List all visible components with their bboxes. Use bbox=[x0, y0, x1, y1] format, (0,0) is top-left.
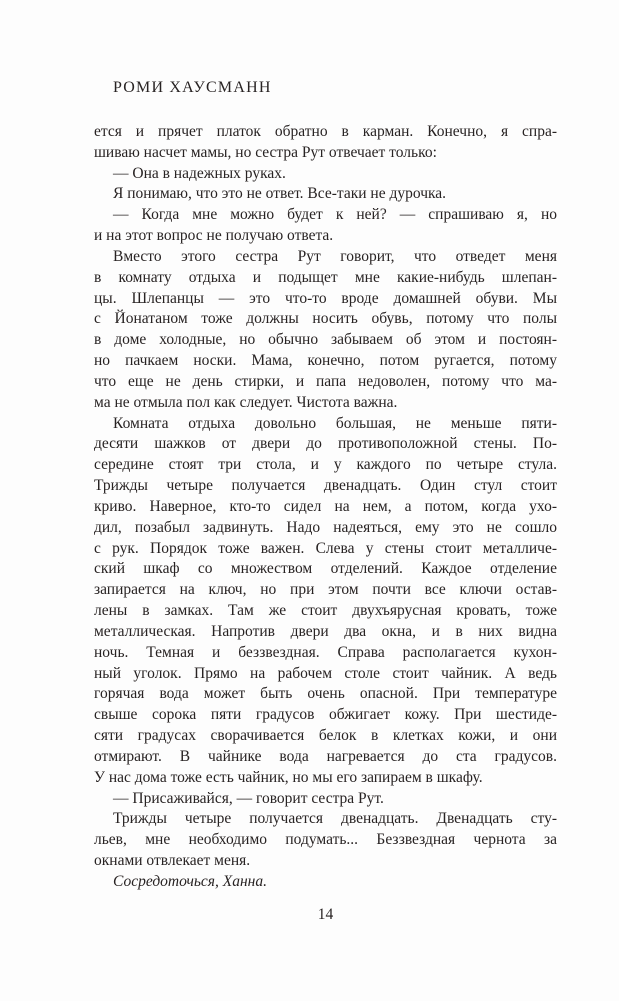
text-line: криво. Наверное, кто-то сидел на нем, а потом, когда ухо- bbox=[94, 497, 557, 515]
page-number: 14 bbox=[317, 906, 334, 923]
text-line: ется и прячет платок обратно в карман. Конечно, я спра- bbox=[94, 123, 557, 140]
text-line: Сосредоточься, Ханна. bbox=[113, 872, 267, 890]
text-line: цы. Шлепанцы — это что-то вроде домашней обуви. Мы bbox=[94, 289, 557, 307]
text-line: — Когда мне можно будет к ней? — спрашиваю я, но bbox=[113, 206, 557, 224]
text-line: Вместо этого сестра Рут говорит, что отведет меня bbox=[113, 247, 557, 265]
text-line: — Она в надежных руках. bbox=[113, 164, 286, 182]
text-line: лены в замках. Там же стоит двухъярусная кровать, тоже bbox=[94, 602, 557, 620]
text-line: отмирают. В чайнике вода нагревается до ста градусов. bbox=[94, 747, 557, 765]
text-line: ма не отмыла пол как следует. Чистота важна. bbox=[94, 393, 398, 411]
text-line: Трижды четыре получается двенадцать. Двенадцать сту- bbox=[113, 810, 557, 828]
text-line: металлическая. Напротив двери два окна, и в них видна bbox=[94, 622, 557, 640]
text-line: свыше сорока пяти градусов обжигает кожу. При шестиде- bbox=[94, 706, 557, 724]
text-line: льев, мне необходимо подумать... Беззвездная чернота за bbox=[94, 831, 557, 849]
text-line: окнами отвлекает меня. bbox=[94, 851, 251, 869]
text-line: шиваю насчет мамы, но сестра Рут отвечает только: bbox=[94, 143, 437, 161]
text-line: десяти шажков от двери до противоположной стены. По- bbox=[94, 435, 557, 453]
text-line: ночь. Темная и беззвездная. Справа располагается кухон- bbox=[94, 643, 557, 661]
text-line: горячая вода может быть очень опасной. При температуре bbox=[94, 685, 557, 703]
body-text-block bbox=[94, 122, 557, 893]
running-header-author: РОМИ ХАУСМАНН bbox=[113, 79, 272, 96]
text-line: с Йонатаном тоже должны носить обувь, потому что полы bbox=[94, 310, 557, 328]
text-line: но пачкаем носки. Мама, конечно, потом ругается, потому bbox=[94, 352, 557, 370]
text-line: в доме холодные, но обычно забываем об этом и постоян- bbox=[94, 331, 557, 349]
text-line: Я понимаю, что это не ответ. Все-таки не дурочка. bbox=[113, 185, 447, 203]
text-line: Трижды четыре получается двенадцать. Один стул стоит bbox=[94, 477, 557, 495]
text-line: с рук. Порядок тоже важен. Слева у стены стоит металличе- bbox=[94, 539, 557, 557]
text-line: середине стоят три стола, и у каждого по четыре стула. bbox=[94, 456, 557, 474]
text-line: и на этот вопрос не получаю ответа. bbox=[94, 227, 334, 245]
text-line: У нас дома тоже есть чайник, но мы его запираем в шкафу. bbox=[94, 768, 483, 786]
text-line: в комнату отдыха и подыщет мне какие-нибудь шлепан- bbox=[94, 268, 557, 286]
text-line: ный уголок. Прямо на рабочем столе стоит чайник. А ведь bbox=[94, 664, 557, 682]
text-line: ский шкаф со множеством отделений. Каждое отделение bbox=[94, 560, 557, 578]
text-line: дил, позабыл задвинуть. Надо надеяться, ему это не сошло bbox=[94, 518, 557, 536]
text-line: сяти градусах сворачивается белок в клетках кожи, и они bbox=[94, 727, 557, 745]
text-line: запирается на ключ, но при этом почти все ключи остав- bbox=[94, 581, 557, 599]
text-line: что еще не день стирки, и папа недоволен, потому что ма- bbox=[94, 372, 557, 390]
text-line: Комната отдыха довольно большая, не меньше пяти- bbox=[113, 414, 557, 432]
text-line: — Присаживайся, — говорит сестра Рут. bbox=[113, 789, 384, 807]
